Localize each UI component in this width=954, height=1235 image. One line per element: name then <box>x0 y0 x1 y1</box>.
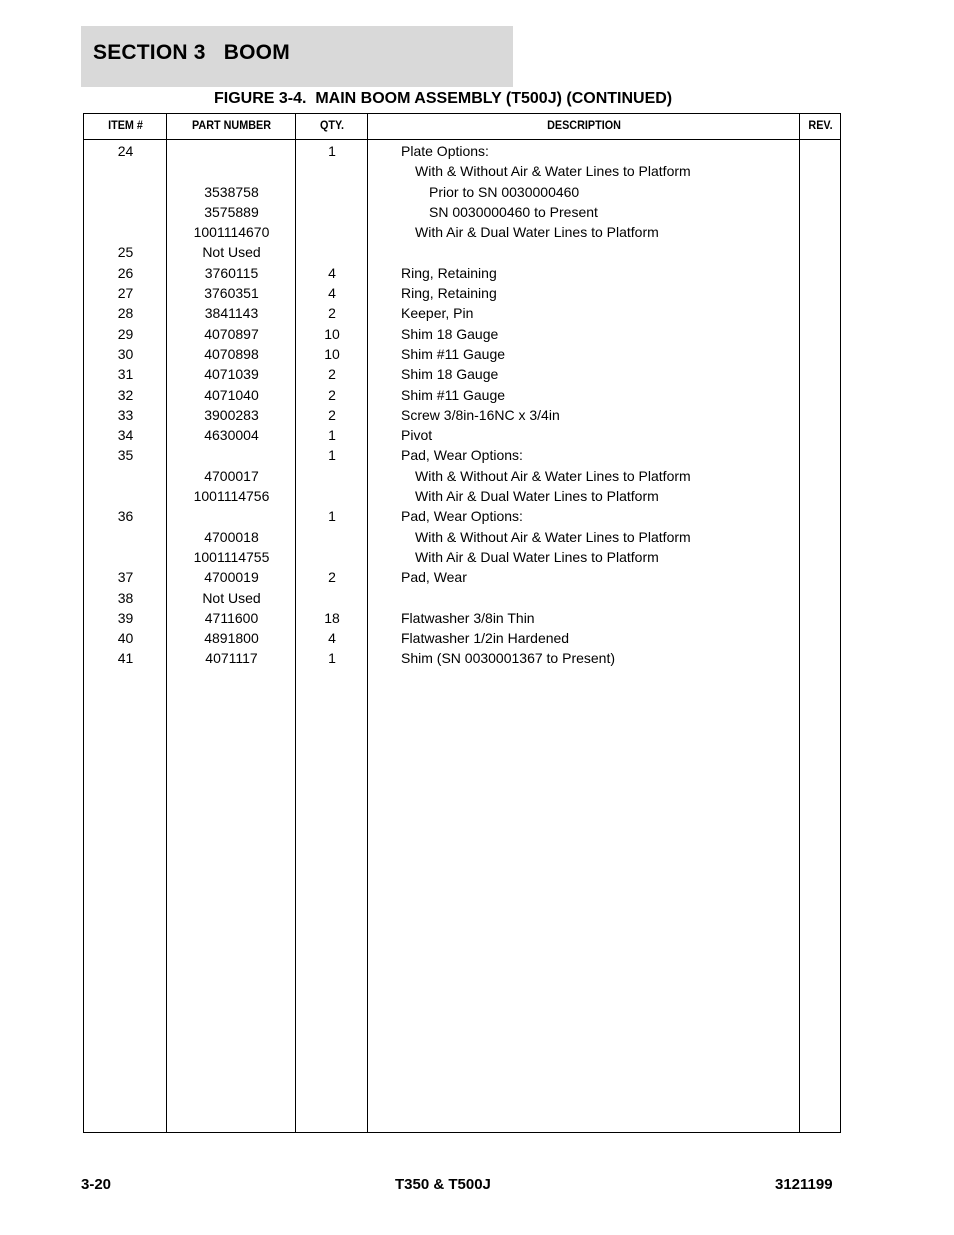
description-cell: Flatwasher 1/2in Hardened <box>401 630 570 647</box>
qty-cell: 1 <box>328 143 336 159</box>
description-cell: SN 0030000460 to Present <box>429 203 598 220</box>
section-banner <box>81 26 513 87</box>
item-cell: 37 <box>117 569 134 586</box>
qty-cell: 1 <box>328 427 336 444</box>
header-part-number: PART NUMBER <box>191 118 272 132</box>
table-row <box>84 628 840 648</box>
description-cell: Pad, Wear Options: <box>401 447 523 464</box>
table-row <box>84 263 840 283</box>
qty-cell: 2 <box>328 386 336 403</box>
item-cell: 33 <box>117 406 134 423</box>
header-description: DESCRIPTION <box>547 118 621 132</box>
part-number-cell: 1001114756 <box>193 488 270 505</box>
qty-cell: 2 <box>328 366 336 383</box>
table-row <box>84 547 840 567</box>
header-qty: QTY. <box>319 118 344 132</box>
item-cell: 34 <box>117 427 134 444</box>
table-row <box>84 283 840 303</box>
table-row <box>84 202 840 222</box>
table-row <box>84 466 840 486</box>
qty-cell: 2 <box>328 406 336 423</box>
table-row <box>84 648 840 668</box>
part-number-cell: 3760115 <box>204 264 259 281</box>
parts-table <box>83 113 841 1133</box>
part-number-cell: 4700018 <box>204 528 259 545</box>
qty-cell: 4 <box>328 264 336 281</box>
part-number-cell: 4630004 <box>204 427 259 444</box>
qty-cell: 2 <box>328 569 336 586</box>
table-row <box>84 182 840 202</box>
figure-title: FIGURE 3-4. MAIN BOOM ASSEMBLY (T500J) (CONTINUED) <box>214 90 673 107</box>
part-number-cell: 4071040 <box>204 386 259 403</box>
part-number-cell: 3575889 <box>204 203 259 220</box>
table-row <box>84 425 840 445</box>
description-cell: Ring, Retaining <box>401 285 497 302</box>
qty-cell: 4 <box>328 285 336 302</box>
table-row <box>84 567 840 587</box>
part-number-cell: 3760351 <box>204 285 259 302</box>
part-number-cell: Not Used <box>202 589 261 606</box>
table-row <box>84 344 840 364</box>
description-cell: Plate Options: <box>401 143 489 159</box>
part-number-cell: 4700017 <box>204 467 259 484</box>
part-number-cell: 3841143 <box>204 305 259 322</box>
item-cell: 40 <box>117 630 134 647</box>
qty-cell: 18 <box>324 609 340 626</box>
table-body <box>84 141 840 669</box>
header-rev: REV. <box>808 118 833 132</box>
item-cell: 28 <box>117 305 134 322</box>
item-cell: 32 <box>117 386 134 403</box>
table-row <box>84 324 840 344</box>
table-row <box>84 608 840 628</box>
description-cell: With Air & Dual Water Lines to Platform <box>415 548 659 565</box>
item-cell: 36 <box>117 508 134 525</box>
description-cell: Pad, Wear Options: <box>401 508 523 525</box>
table-row <box>84 385 840 405</box>
table-row <box>84 242 840 262</box>
qty-cell: 4 <box>328 630 336 647</box>
qty-cell: 1 <box>328 508 336 525</box>
part-number-cell: 4711600 <box>204 609 259 626</box>
table-row <box>84 364 840 384</box>
table-row <box>84 445 840 465</box>
description-cell: With & Without Air & Water Lines to Platform <box>415 163 691 180</box>
table-row <box>84 506 840 526</box>
part-number-cell: 3900283 <box>204 406 259 423</box>
part-number-cell: 4070898 <box>204 345 259 362</box>
footer-doc-number: 3121199 <box>775 1176 833 1193</box>
qty-cell: 1 <box>328 650 336 667</box>
part-number-cell: 3538758 <box>204 183 259 200</box>
description-cell: Shim 18 Gauge <box>401 366 499 383</box>
item-cell: 25 <box>117 244 134 261</box>
description-cell: Pad, Wear <box>401 569 467 586</box>
table-row <box>84 161 840 181</box>
description-cell: Keeper, Pin <box>401 305 474 322</box>
part-number-cell: 4070897 <box>204 325 259 342</box>
item-cell: 24 <box>117 143 134 159</box>
header-item: ITEM # <box>108 118 143 132</box>
description-cell: With Air & Dual Water Lines to Platform <box>415 488 659 505</box>
description-cell: Pivot <box>401 427 433 444</box>
item-cell: 39 <box>117 609 134 626</box>
description-cell: Shim (SN 0030001367 to Present) <box>401 650 616 667</box>
description-cell: With Air & Dual Water Lines to Platform <box>415 224 659 241</box>
description-cell: Shim 18 Gauge <box>401 325 499 342</box>
table-row <box>84 222 840 242</box>
qty-cell: 10 <box>324 325 340 342</box>
table-row <box>84 303 840 323</box>
description-cell: Flatwasher 3/8in Thin <box>401 609 535 626</box>
table-row <box>84 486 840 506</box>
qty-cell: 10 <box>324 345 340 362</box>
footer-model: T350 & T500J <box>395 1176 491 1193</box>
part-number-cell: 4071117 <box>205 650 258 667</box>
description-cell: Shim #11 Gauge <box>401 345 506 362</box>
item-cell: 35 <box>117 447 134 464</box>
item-cell: 41 <box>117 650 134 667</box>
description-cell: Prior to SN 0030000460 <box>429 183 580 200</box>
description-cell: Ring, Retaining <box>401 264 497 281</box>
table-row <box>84 588 840 608</box>
part-number-cell: Not Used <box>202 244 261 261</box>
table-row <box>84 527 840 547</box>
part-number-cell: 1001114755 <box>193 548 270 565</box>
description-cell: Screw 3/8in-16NC x 3/4in <box>401 406 560 423</box>
description-cell: With & Without Air & Water Lines to Platform <box>415 528 691 545</box>
section-title: SECTION 3 BOOM <box>93 41 290 64</box>
part-number-cell: 1001114670 <box>193 224 270 241</box>
item-cell: 30 <box>117 345 134 362</box>
part-number-cell: 4071039 <box>204 366 259 383</box>
qty-cell: 1 <box>328 447 336 464</box>
part-number-cell: 4891800 <box>204 630 259 647</box>
table-row <box>84 405 840 425</box>
description-cell: With & Without Air & Water Lines to Platform <box>415 467 691 484</box>
header-divider <box>84 139 840 140</box>
item-cell: 27 <box>117 285 134 302</box>
item-cell: 26 <box>117 264 134 281</box>
part-number-cell: 4700019 <box>204 569 259 586</box>
item-cell: 31 <box>117 366 134 383</box>
description-cell: Shim #11 Gauge <box>401 386 506 403</box>
footer-page-number: 3-20 <box>81 1176 112 1193</box>
item-cell: 29 <box>117 325 134 342</box>
item-cell: 38 <box>117 589 134 606</box>
table-row <box>84 141 840 161</box>
qty-cell: 2 <box>328 305 336 322</box>
